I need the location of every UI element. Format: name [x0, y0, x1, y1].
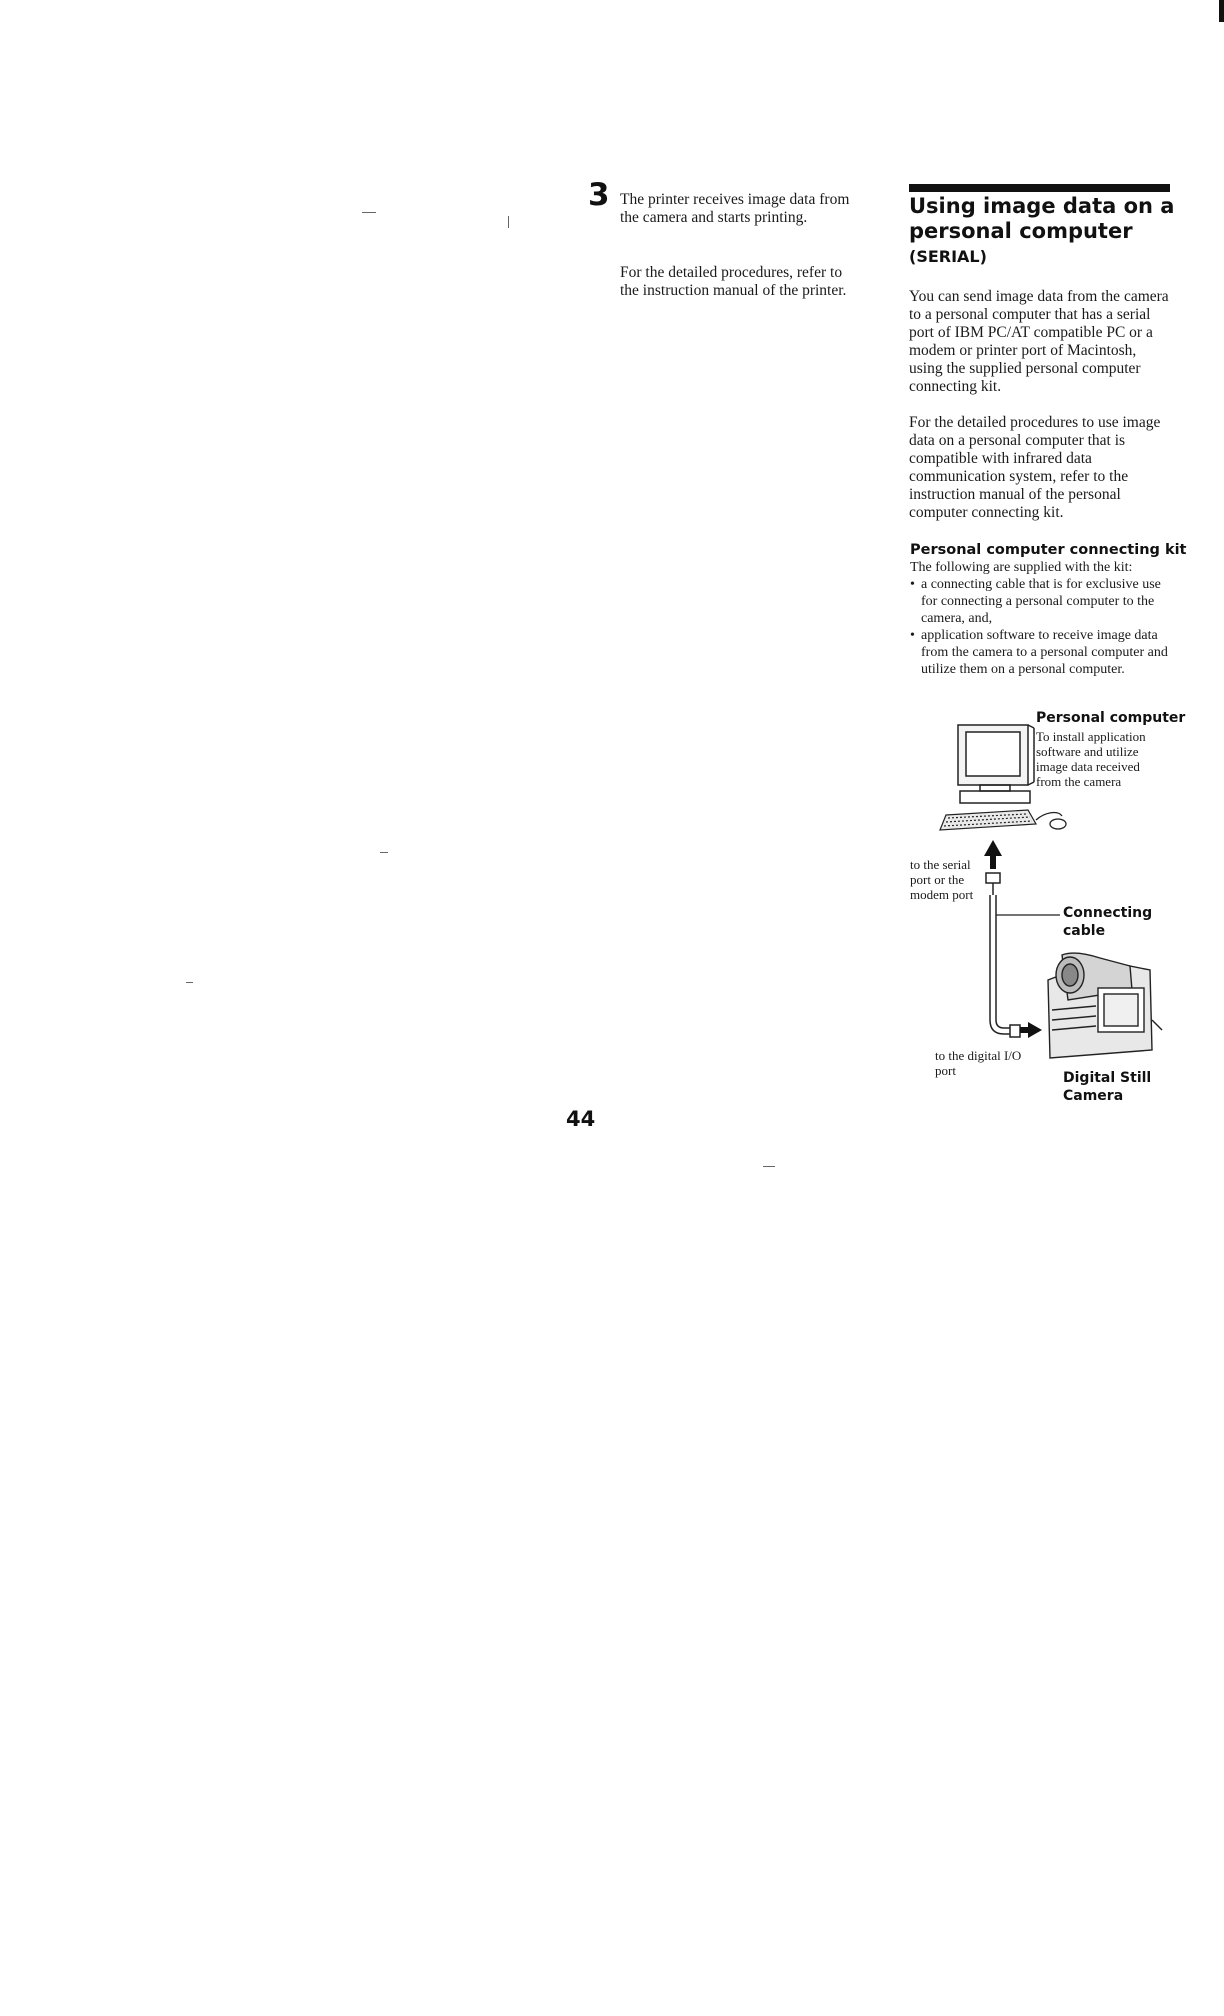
scan-speck [380, 852, 388, 853]
scan-speck [362, 212, 376, 213]
mouse-illustration [1036, 813, 1066, 829]
io-port-label: to the digital I/O port [935, 1048, 1022, 1078]
list-item: • application software to receive image data from the camera to a personal computer and utilize them on a personal computer. [910, 627, 1172, 678]
camera-label: Digital Still Camera [1063, 1070, 1152, 1104]
body-paragraph-2: For the detailed procedures to use image data on a personal computer that is compatible with infrared data communication system, refer to the instruction manual of the personal computer connecting kit. [909, 414, 1161, 521]
pc-description: To install application software and utilize image data received from the camera [1036, 729, 1146, 789]
serial-port-label: to the serial port or the modem port [910, 857, 974, 902]
camera-illustration [1048, 953, 1162, 1058]
section-title: Using image data on a personal computer [909, 194, 1175, 243]
step-note: For the detailed procedures, refer to the instruction manual of the printer. [620, 264, 847, 299]
section-subtitle: (SERIAL) [909, 247, 987, 266]
scan-speck [1219, 0, 1224, 22]
kit-intro: The following are supplied with the kit: [910, 560, 1133, 575]
cable-label: Connecting cable [1063, 905, 1153, 939]
list-item: • a connecting cable that is for exclusive use for connecting a personal computer to the camera, and, [910, 576, 1172, 627]
step-number: 3 [588, 177, 610, 213]
pc-label: Personal computer [1036, 710, 1186, 726]
arrow-right-icon [1020, 1022, 1042, 1038]
page-number: 44 [566, 1107, 596, 1131]
title-rule [909, 184, 1170, 192]
computer-monitor-illustration [958, 725, 1034, 803]
kit-heading: Personal computer connecting kit [910, 542, 1187, 558]
step-text: The printer receives image data from the camera and starts printing. [620, 191, 850, 226]
scan-speck [508, 216, 509, 228]
body-paragraph-1: You can send image data from the camera to a personal computer that has a serial port of IBM PC/AT compatible PC or a modem or printer port of Macintosh, using the supplied personal computer connecting kit. [909, 288, 1169, 395]
scan-speck [186, 982, 193, 983]
kit-list [910, 576, 1172, 678]
scan-speck [763, 1166, 775, 1167]
keyboard-illustration [940, 810, 1036, 830]
